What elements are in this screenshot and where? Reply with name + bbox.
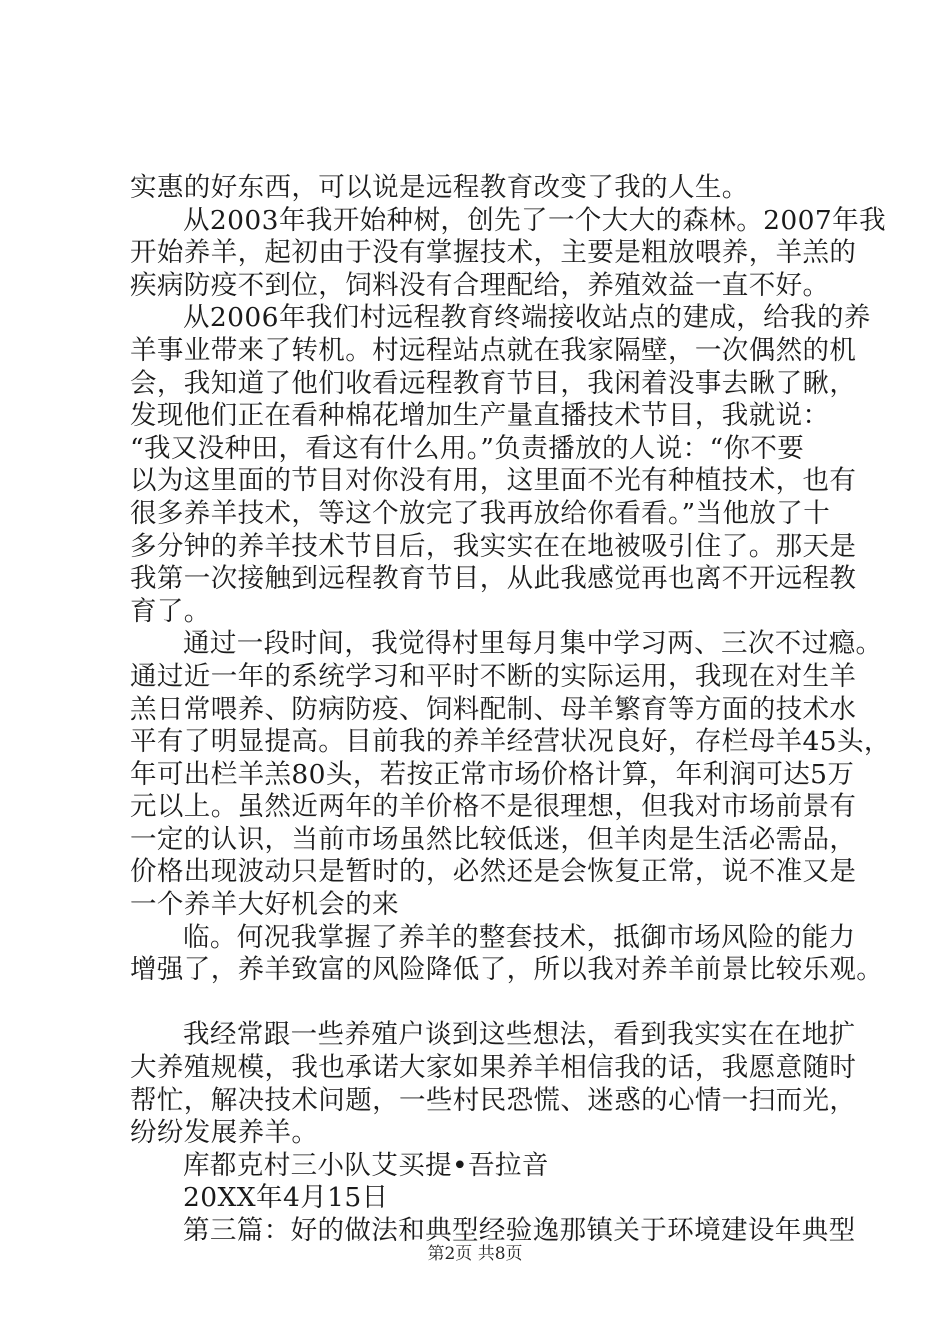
- paragraph-start: 从2006年我们村远程教育终端接收站点的建成，给我的养: [183, 302, 871, 334]
- page-footer: 第2页 共8页: [427, 1244, 523, 1264]
- blank-line: [130, 987, 835, 1020]
- text-line: 增强了，养羊致富的风险降低了，所以我对养羊前景比较乐观。: [130, 954, 884, 986]
- text-line: 多分钟的养羊技术节目后，我实实在在地被吸引住了。那天是: [130, 530, 857, 562]
- text-line: 羔日常喂养、防病防疫、饲料配制、母羊繁育等方面的技术水: [130, 693, 857, 725]
- text-line: 很多养羊技术，等这个放完了我再放给你看看。”当他放了十: [130, 497, 831, 529]
- paragraph-start: 从2003年我开始种树，创先了一个大大的森林。2007年我: [183, 204, 886, 236]
- text-line: 元以上。虽然近两年的羊价格不是很理想，但我对市场前景有: [130, 791, 857, 823]
- text-line: 价格出现波动只是暂时的，必然还是会恢复正常，说不准又是: [130, 856, 857, 888]
- text-line: 纷纷发展养羊。: [130, 1117, 319, 1149]
- text-line: 一定的认识，当前市场虽然比较低迷，但羊肉是生活必需品，: [130, 823, 857, 855]
- paragraph-start: 临。何况我掌握了养羊的整套技术，抵御市场风险的能力: [183, 921, 856, 953]
- text-line: 年可出栏羊羔80头，若按正常市场价格计算，年利润可达5万: [130, 758, 855, 790]
- text-line: 以为这里面的节目对你没有用，这里面不光有种植技术，也有: [130, 465, 857, 497]
- text-line: 帮忙，解决技术问题，一些村民恐慌、迷惑的心情一扫而光，: [130, 1084, 857, 1116]
- signature-line: 库都克村三小队艾买提•吾拉音: [183, 1149, 549, 1181]
- paragraph-start: 我经常跟一些养殖户谈到这些想法，看到我实实在在地扩: [183, 1019, 856, 1051]
- text-line: 开始养羊，起初由于没有掌握技术，主要是粗放喂养，羊羔的: [130, 237, 857, 269]
- paragraph-start: 通过一段时间，我觉得村里每月集中学习两、三次不过瘾。: [183, 628, 883, 660]
- text-line: 一个养羊大好机会的来: [130, 889, 399, 921]
- text-line: 大养殖规模，我也承诺大家如果养羊相信我的话，我愿意随时: [130, 1052, 857, 1084]
- text-line: 会，我知道了他们收看远程教育节目，我闲着没事去瞅了瞅，: [130, 367, 857, 399]
- text-line: 我第一次接触到远程教育节目，从此我感觉再也离不开远程教: [130, 563, 857, 595]
- text-line: 平有了明显提高。目前我的养羊经营状况良好，存栏母羊45头，: [130, 726, 891, 758]
- text-line: 育了。: [130, 595, 211, 627]
- text-line: 实惠的好东西，可以说是远程教育改变了我的人生。: [130, 172, 749, 203]
- date-line: 20XX年4月15日: [183, 1182, 389, 1214]
- text-line: “我又没种田，看这有什么用。”负责播放的人说：“你不要: [130, 432, 805, 464]
- text-line: 疾病防疫不到位，饲料没有合理配给，养殖效益一直不好。: [130, 269, 830, 301]
- text-line: 通过近一年的系统学习和平时不断的实际运用，我现在对生羊: [130, 660, 857, 692]
- text-line: 发现他们正在看种棉花增加生产量直播技术节目，我就说：: [130, 400, 830, 432]
- document-body: [130, 172, 891, 1248]
- text-line: 羊事业带来了转机。村远程站点就在我家隔壁，一次偶然的机: [130, 334, 857, 366]
- section-heading: 第三篇：好的做法和典型经验逸那镇关于环境建设年典型: [183, 1215, 856, 1246]
